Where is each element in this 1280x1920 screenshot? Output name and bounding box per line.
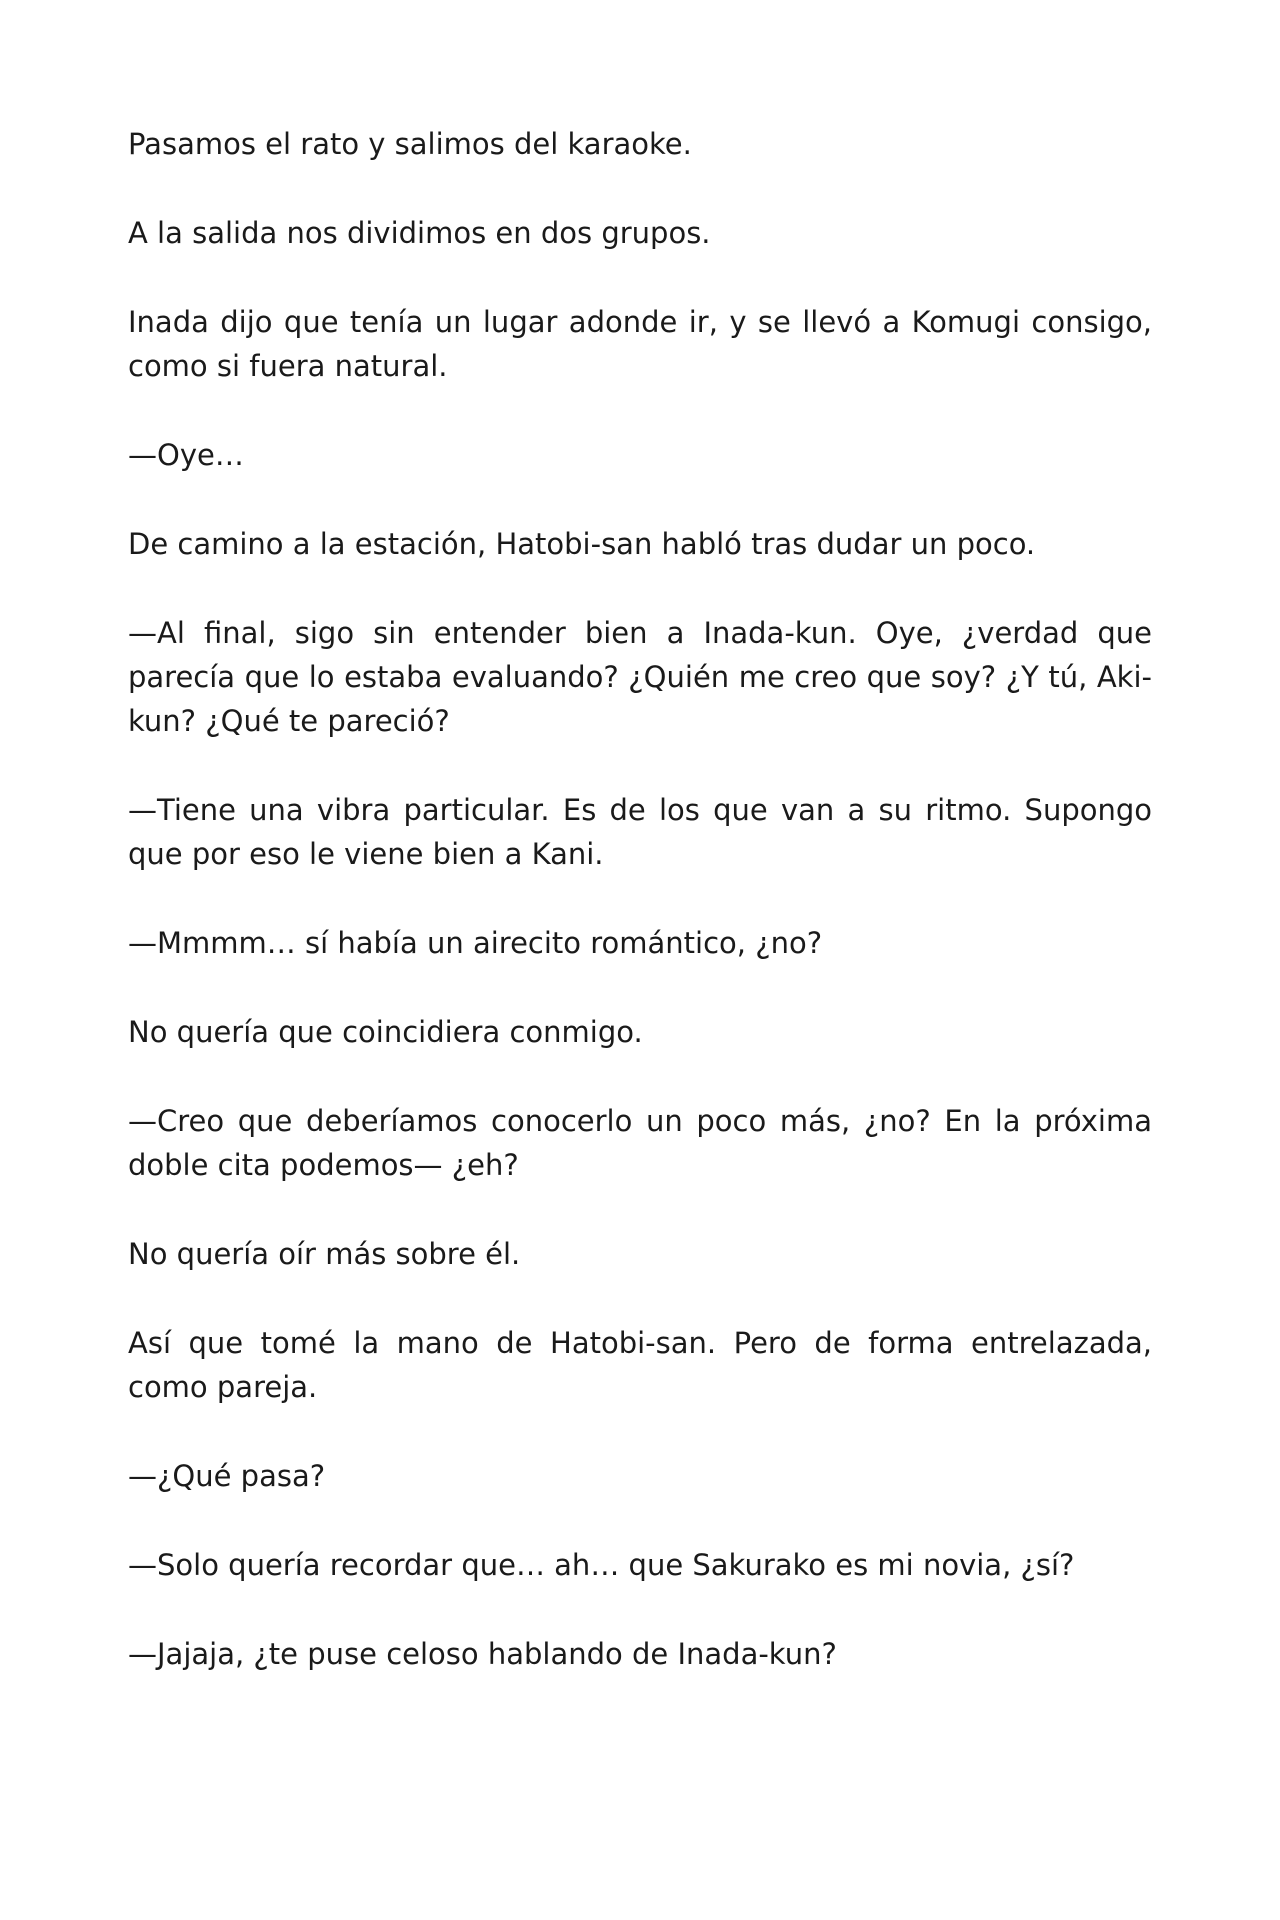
paragraph: De camino a la estación, Hatobi-san habló tras dudar un poco. xyxy=(128,527,1036,561)
paragraph: A la salida nos dividimos en dos grupos. xyxy=(128,216,711,250)
paragraph: —Al final, sigo sin entender bien a Inada-kun. Oye, ¿verdad que parecía que lo estaba evaluando? ¿Quién me creo que soy? ¿Y tú, Aki-kun? ¿Qué te pareció? xyxy=(128,616,1152,738)
paragraph: Así que tomé la mano de Hatobi-san. Pero de forma entrelazada, como pareja. xyxy=(128,1326,1152,1404)
paragraph: Inada dijo que tenía un lugar adonde ir, y se llevó a Komugi consigo, como si fuera natural. xyxy=(128,305,1152,383)
paragraph: No quería que coincidiera conmigo. xyxy=(128,1015,643,1049)
paragraph: Pasamos el rato y salimos del karaoke. xyxy=(128,127,692,161)
paragraph: No quería oír más sobre él. xyxy=(128,1237,521,1271)
paragraph: —Tiene una vibra particular. Es de los que van a su ritmo. Supongo que por eso le viene bien a Kani. xyxy=(128,793,1152,871)
paragraph: —Oye… xyxy=(128,438,244,472)
paragraph: —Solo quería recordar que… ah… que Sakurako es mi novia, ¿sí? xyxy=(128,1548,1075,1582)
paragraph: —Creo que deberíamos conocerlo un poco más, ¿no? En la próxima doble cita podemos— ¿eh? xyxy=(128,1104,1152,1182)
paragraph: —Mmmm… sí había un airecito romántico, ¿no? xyxy=(128,926,823,960)
paragraph: —¿Qué pasa? xyxy=(128,1459,326,1493)
story-text xyxy=(128,122,1152,1721)
paragraph: —Jajaja, ¿te puse celoso hablando de Inada-kun? xyxy=(128,1637,837,1671)
